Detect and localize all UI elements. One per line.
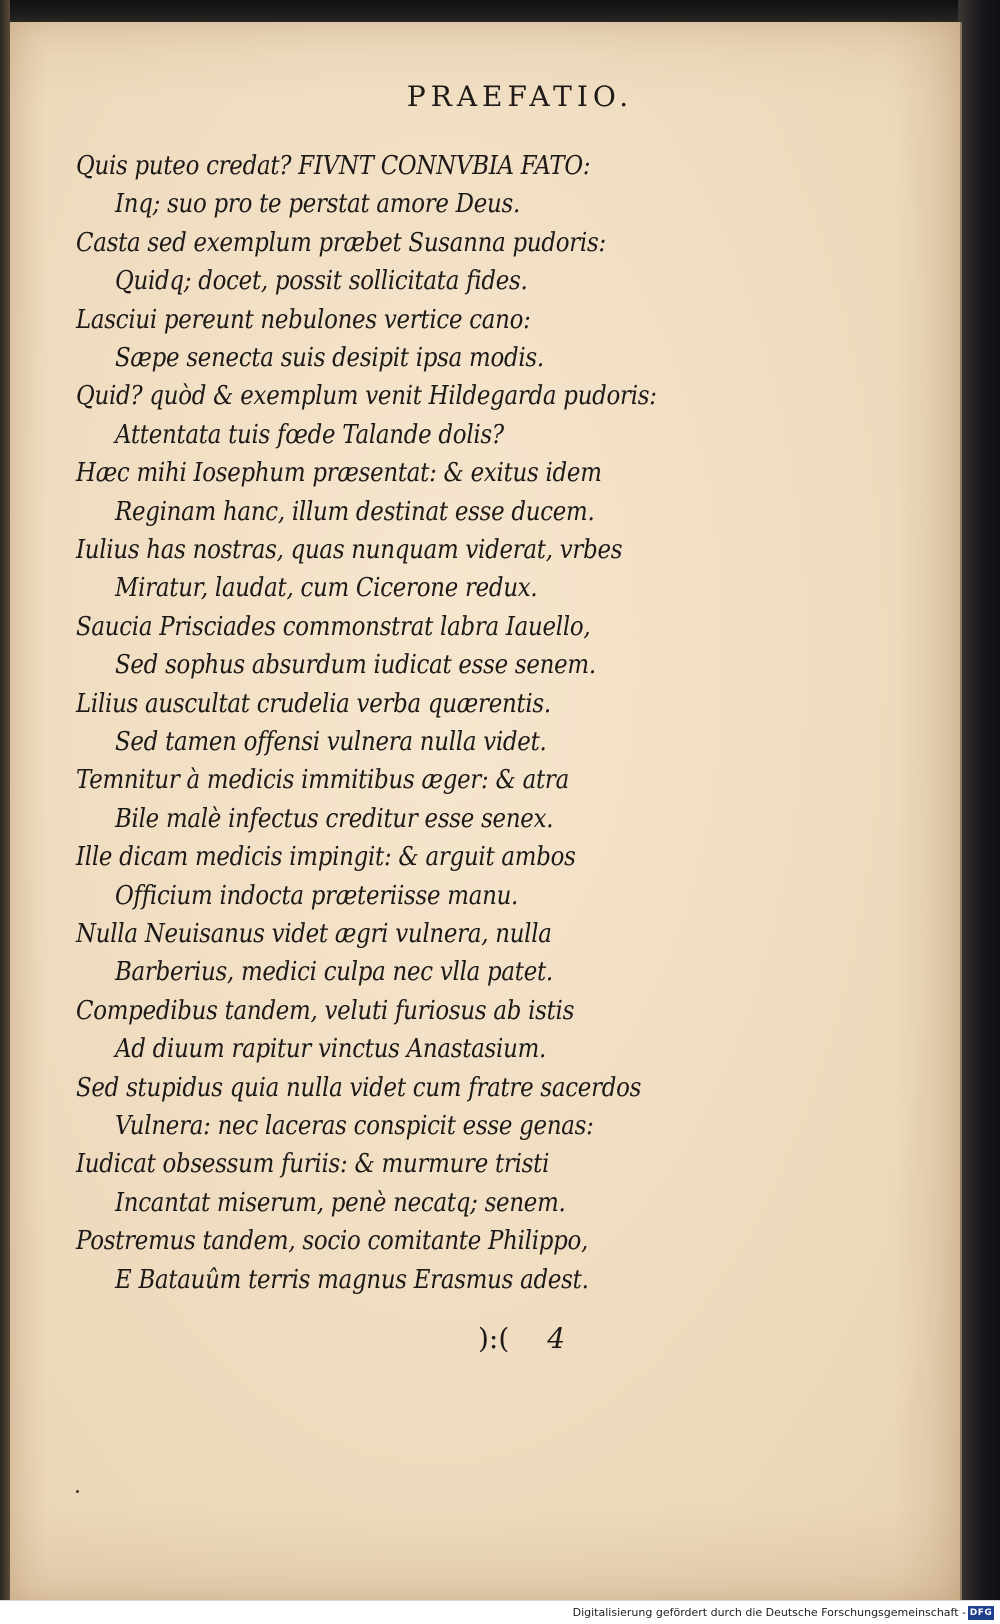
verse-line: Nulla Neuisanus videt ægri vulnera, nulla <box>76 919 552 949</box>
verse-line: Sæpe senecta suis desipit ipsa modis. <box>115 343 544 373</box>
verse-line: Reginam hanc, illum destinat esse ducem. <box>115 496 595 527</box>
verse-line: Casta sed exemplum præbet Susanna pudoris: <box>76 227 606 258</box>
dfg-logo-icon: DFG <box>969 1608 993 1618</box>
verse-line: Sed tamen offensi vulnera nulla videt. <box>115 727 547 757</box>
verse-line: Iudicat obsessum furiis: & murmure tristi <box>76 1149 550 1180</box>
page-heading: PRAEFATIO. <box>406 80 634 113</box>
verse-line: Lilius auscultat crudelia verba quærentis. <box>76 688 551 719</box>
verse-line: Postremus tandem, socio comitante Philippo, <box>76 1226 589 1257</box>
verse-line: Sed sophus absurdum iudicat esse senem. <box>115 650 596 681</box>
footer-bar <box>0 1600 1000 1624</box>
verse-line: Ad diuum rapitur vinctus Anastasium. <box>115 1034 547 1065</box>
signature-number: 4 <box>547 1322 566 1355</box>
verse-line: Ille dicam medicis impingit: & arguit ambos <box>76 842 576 873</box>
verse-line: Saucia Prisciades commonstrat labra Iauello, <box>76 611 591 642</box>
footer-credit: Digitalisierung gefördert durch die Deutsche Forschungsgemeinschaft - <box>572 1606 966 1619</box>
verse-line: Inq; suo pro te perstat amore Deus. <box>115 189 520 220</box>
verse-line: Quidq; docet, possit sollicitata fides. <box>115 266 528 297</box>
verse-line: Temnitur à medicis immitibus æger: & atra <box>76 765 569 796</box>
verse-line: Quis puteo credat? FIVNT CONNVBIA FATO: <box>76 151 591 181</box>
verse-line: Barberius, medici culpa nec vlla patet. <box>115 957 553 988</box>
verse-line: Lasciui pereunt nebulones vertice cano: <box>76 304 531 335</box>
ink-speck <box>76 1490 79 1493</box>
verse-line: Miratur, laudat, cum Cicerone redux. <box>115 573 538 604</box>
verse-line: Hæc mihi Iosephum præsentat: & exitus idem <box>76 458 602 489</box>
verse-line: Compedibus tandem, veluti furiosus ab istis <box>76 995 575 1026</box>
signature-mark <box>478 1322 566 1355</box>
verse-line: Quid? quòd & exemplum venit Hildegarda pudoris: <box>76 381 657 412</box>
verse-line: E Batauûm terris magnus Erasmus adest. <box>115 1264 589 1295</box>
verse-line: Officium indocta præteriisse manu. <box>115 880 519 911</box>
verse-line: Bile malè infectus creditur esse senex. <box>115 803 554 834</box>
signature-symbol: ):( <box>478 1322 510 1355</box>
verse-line: Vulnera: nec laceras conspicit esse genas: <box>115 1111 594 1141</box>
verse-line: Sed stupidus quia nulla videt cum fratre sacerdos <box>76 1072 642 1103</box>
verse-line: Attentata tuis fœde Talande dolis? <box>115 419 504 450</box>
verse-line: Incantat miserum, penè necatq; senem. <box>115 1187 566 1218</box>
verse-line: Iulius has nostras, quas nunquam viderat, vrbes <box>76 535 623 565</box>
